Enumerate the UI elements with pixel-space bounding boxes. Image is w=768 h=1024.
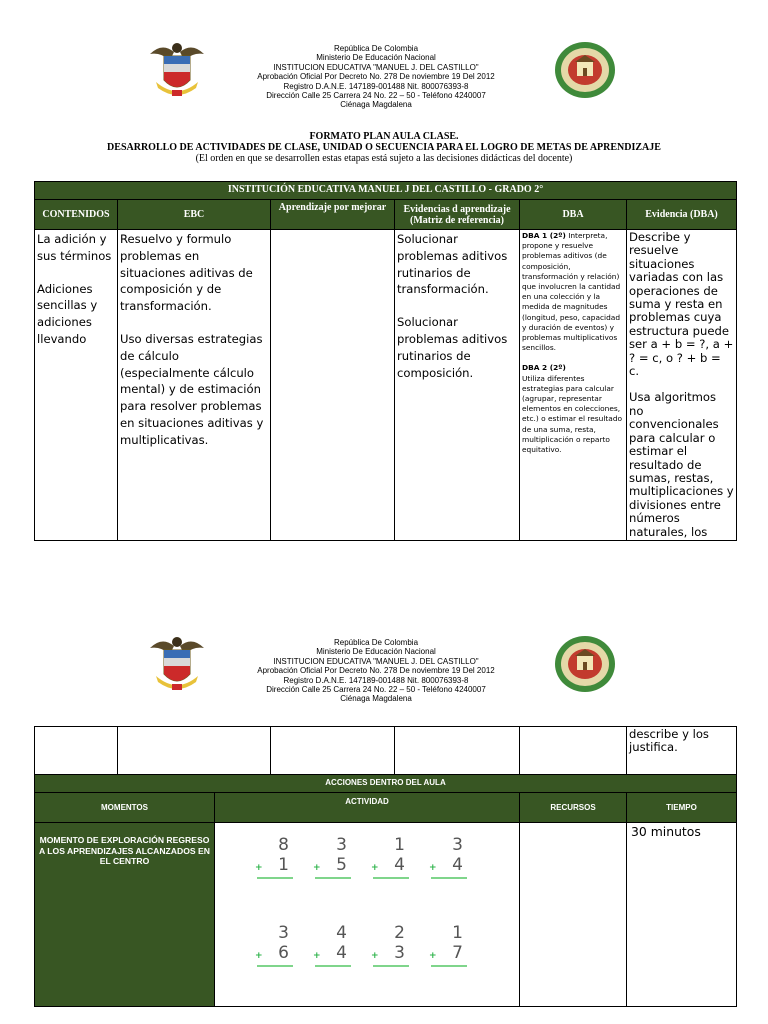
ebc-cell — [118, 230, 271, 541]
form-title: FORMATO PLAN AULA CLASE. — [309, 131, 459, 142]
addend-top: 4 — [336, 923, 347, 943]
addend-top: 3 — [452, 835, 463, 855]
form-subtitle: DESARROLLO DE ACTIVIDADES DE CLASE, UNIDAD O SECUENCIA PARA EL LOGRO DE METAS DE APRENDIZAJE — [107, 142, 661, 153]
addition-exercise — [371, 923, 411, 967]
addition-exercise — [371, 835, 411, 879]
addend-top: 3 — [278, 923, 289, 943]
colombia-coat-of-arms-icon — [148, 40, 206, 107]
school-seal-icon — [553, 40, 617, 105]
header-line: Registro D.A.N.E. 147189-001488 Nit. 800076393-8 — [283, 81, 469, 91]
header-line: República De Colombia — [333, 638, 419, 647]
header-dba: DBA — [520, 200, 627, 230]
sum-line — [315, 965, 351, 967]
header-line: Ciénaga Magdalena — [340, 694, 412, 704]
addend-top: 1 — [394, 835, 405, 855]
header-evidencias: Evidencias d aprendizaje (Matriz de referencia) — [395, 200, 520, 230]
evidencias-cell — [395, 230, 520, 541]
plus-sign: + — [371, 951, 379, 961]
contenido-item: Adiciones sencillas y adiciones llevando — [37, 281, 98, 346]
ebc-item: Uso diversas estrategias de cálculo (especialmente cálculo mental) y de estimación para resolver problemas en situaciones aditivas y multiplicativas. — [120, 331, 264, 447]
addend-top: 3 — [336, 835, 347, 855]
sum-line — [257, 965, 293, 967]
header-momentos: MOMENTOS — [35, 793, 215, 823]
sum-line — [431, 965, 467, 967]
plus-sign: + — [255, 863, 263, 873]
addition-exercise — [429, 923, 469, 967]
time-cell: 30 minutos — [627, 823, 737, 1007]
activity-cell — [215, 823, 520, 1007]
addend-top: 8 — [278, 835, 289, 855]
moment-cell: MOMENTO DE EXPLORACIÓN REGRESO A LOS APRENDIZAJES ALCANZADOS EN EL CENTRO — [35, 823, 215, 1007]
plan-table — [34, 181, 737, 541]
header-aprendizaje: Aprendizaje por mejorar — [271, 200, 395, 230]
sum-line — [315, 877, 351, 879]
addend-bottom: 6 — [278, 943, 289, 963]
colombia-coat-of-arms-icon — [148, 634, 206, 701]
addend-top: 1 — [452, 923, 463, 943]
addition-exercise — [255, 923, 295, 967]
plus-sign: + — [255, 951, 263, 961]
header-line: INSTITUCION EDUCATIVA "MANUEL J. DEL CASTILLO" — [273, 656, 479, 666]
dba-item — [522, 231, 624, 353]
header-line: Ministerio De Educación Nacional — [316, 53, 436, 63]
sum-line — [373, 877, 409, 879]
header-line: Registro D.A.N.E. 147189-001488 Nit. 800076393-8 — [283, 675, 469, 685]
dba-text: Interpreta, propone y resuelve problemas aditivos (de composición, transformación y relación) que involucren la cantidad en una colección y la medida de magnitudes (longitud, peso, capacidad y duración de eventos) y problemas multiplicativos sencillos. — [522, 231, 621, 353]
header-actividad: ACTIVIDAD — [215, 793, 520, 823]
page2-header — [0, 634, 768, 724]
addend-top: 2 — [394, 923, 405, 943]
plus-sign: + — [371, 863, 379, 873]
contenidos-cell — [35, 230, 118, 541]
contenido-item: La adición y sus términos — [37, 232, 112, 263]
form-note: (El orden en que se desarrollen estas etapas está sujeto a las decisiones didácticas del docente) — [195, 153, 573, 164]
evidencia-dba-item: Describe y resuelve situaciones variadas con las operaciones de suma y resta en problemas cuya estructura puede ser a + b = ?, a + ? = c, o ? + b = c. — [629, 230, 734, 379]
evidencia-item: Solucionar problemas aditivos rutinarios de transformación. — [397, 232, 508, 297]
actions-table — [34, 726, 737, 1007]
dba-item — [522, 363, 624, 455]
resources-cell — [520, 823, 627, 1007]
evidencia-dba-item: Usa algoritmos no convencionales para calcular o estimar el resultado de sumas, restas, multiplicaciones y divisiones entre números naturales, los — [629, 390, 734, 539]
page1-header — [0, 40, 768, 130]
header-ebc: EBC — [118, 200, 271, 230]
addition-exercise — [429, 835, 469, 879]
ebc-item: Resuelvo y formulo problemas en situaciones aditivas de composición y de transformación. — [120, 232, 253, 314]
evidencia-item: Solucionar problemas aditivos rutinarios de composición. — [397, 315, 508, 380]
addend-bottom: 4 — [452, 855, 463, 875]
header-line: Ministerio De Educación Nacional — [316, 647, 436, 657]
plan-titles — [0, 131, 768, 165]
institution-info — [200, 44, 552, 110]
plus-sign: + — [313, 863, 321, 873]
actions-banner: ACCIONES DENTRO DEL AULA — [35, 775, 737, 793]
school-seal-icon — [553, 634, 617, 699]
header-line: República De Colombia — [333, 44, 419, 53]
continuation-cell — [35, 727, 118, 775]
addend-bottom: 3 — [394, 943, 405, 963]
addend-bottom: 5 — [336, 855, 347, 875]
addend-bottom: 1 — [278, 855, 289, 875]
addend-bottom: 7 — [452, 943, 463, 963]
addend-bottom: 4 — [336, 943, 347, 963]
header-line: INSTITUCION EDUCATIVA "MANUEL J. DEL CASTILLO" — [273, 62, 479, 72]
addition-exercise — [313, 923, 353, 967]
dba-text: Utiliza diferentes estrategias para calcular (agrupar, representar elementos en colecciones, etc.) o estimar el resultado de una suma, resta, multiplicación o reparto equitativo. — [522, 373, 623, 455]
plan-banner: INSTITUCIÓN EDUCATIVA MANUEL J DEL CASTILLO - GRADO 2° — [35, 182, 737, 200]
dba-title: DBA 2 (2º) — [522, 363, 566, 373]
plus-sign: + — [429, 951, 437, 961]
continuation-cell — [271, 727, 395, 775]
header-line: Aprobación Oficial Por Decreto No. 278 De noviembre 19 Del 2012 — [257, 72, 495, 82]
header-line: Dirección Calle 25 Carrera 24 No. 22 – 50 - Teléfono 4240007 — [266, 91, 486, 101]
header-line: Dirección Calle 25 Carrera 24 No. 22 – 50 - Teléfono 4240007 — [266, 685, 486, 695]
header-contenidos: CONTENIDOS — [35, 200, 118, 230]
header-line: Ciénaga Magdalena — [340, 100, 412, 110]
addition-exercises — [215, 823, 519, 1006]
sum-line — [373, 965, 409, 967]
aprendizaje-cell — [271, 230, 395, 541]
plus-sign: + — [313, 951, 321, 961]
continuation-cell — [520, 727, 627, 775]
addition-exercise — [255, 835, 295, 879]
sum-line — [431, 877, 467, 879]
header-tiempo: TIEMPO — [627, 793, 737, 823]
continuation-cell — [395, 727, 520, 775]
continuation-text: describe y los justifica. — [627, 727, 737, 775]
continuation-cell — [118, 727, 271, 775]
dba-cell — [520, 230, 627, 541]
evidencia-dba-cell — [627, 230, 737, 541]
header-evidencia-dba: Evidencia (DBA) — [627, 200, 737, 230]
dba-title: DBA 1 (2º) — [522, 231, 566, 240]
addition-exercise — [313, 835, 353, 879]
plus-sign: + — [429, 863, 437, 873]
addend-bottom: 4 — [394, 855, 405, 875]
header-recursos: RECURSOS — [520, 793, 627, 823]
institution-info — [200, 638, 552, 704]
sum-line — [257, 877, 293, 879]
header-line: Aprobación Oficial Por Decreto No. 278 De noviembre 19 Del 2012 — [257, 666, 495, 676]
